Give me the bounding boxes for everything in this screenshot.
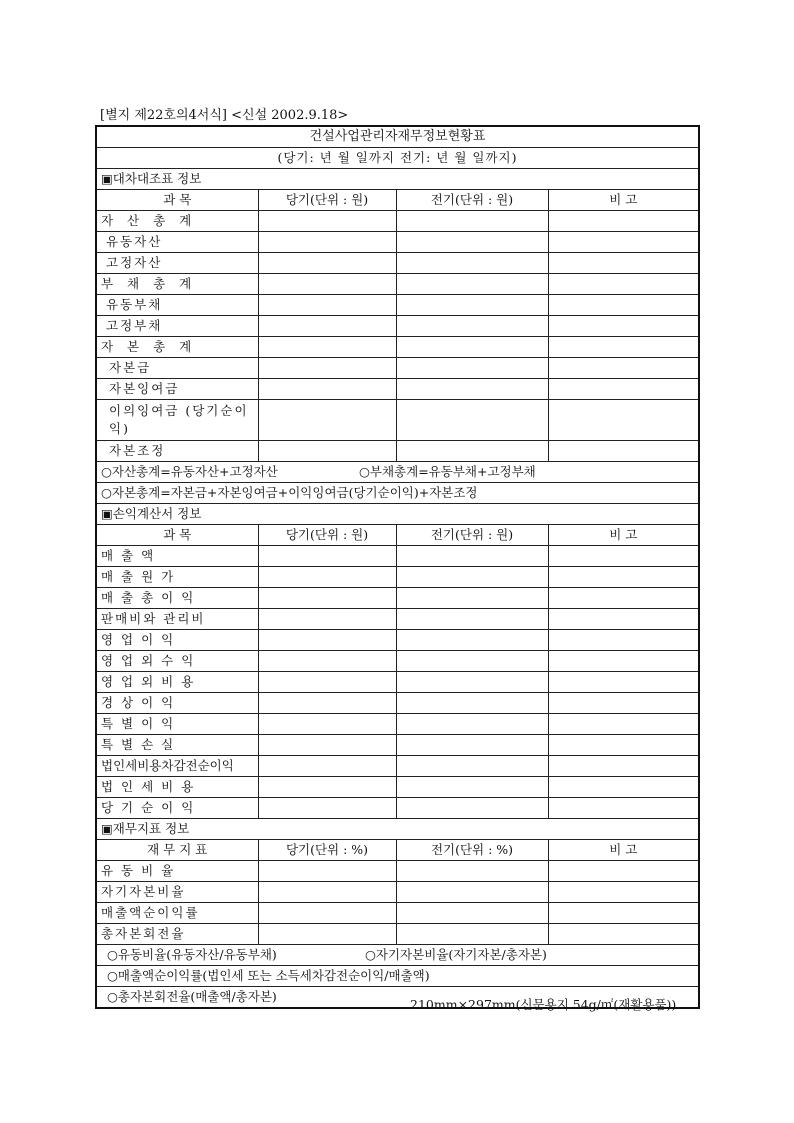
previous-value-cell[interactable] — [396, 400, 548, 441]
table-row — [96, 693, 699, 714]
row-label: 고정자산 — [96, 253, 258, 274]
previous-value-cell[interactable] — [396, 777, 548, 798]
previous-value-cell[interactable] — [396, 379, 548, 400]
paper-spec-note: 210mm×297mm(신문용지 54g/㎡(재활용품)) — [410, 997, 677, 1012]
remarks-cell[interactable] — [548, 693, 699, 714]
table-row — [96, 735, 699, 756]
current-value-cell[interactable] — [258, 211, 396, 232]
current-value-cell[interactable] — [258, 924, 396, 945]
remarks-cell[interactable] — [548, 735, 699, 756]
row-label: 법 인 세 비 용 — [96, 777, 258, 798]
col-header-previous: 전기(단위 : %) — [396, 840, 548, 861]
current-value-cell[interactable] — [258, 756, 396, 777]
row-label: 영 업 외 비 용 — [96, 672, 258, 693]
table-row — [96, 630, 699, 651]
remarks-cell[interactable] — [548, 316, 699, 337]
remarks-cell[interactable] — [548, 274, 699, 295]
current-value-cell[interactable] — [258, 777, 396, 798]
table-row — [96, 441, 699, 462]
remarks-cell[interactable] — [548, 903, 699, 924]
ratio-note-row — [96, 945, 699, 966]
previous-value-cell[interactable] — [396, 211, 548, 232]
col-header-previous: 전기(단위 : 원) — [396, 525, 548, 546]
col-header-current: 당기(단위 : 원) — [258, 525, 396, 546]
form-table — [95, 125, 700, 1009]
table-row — [96, 253, 699, 274]
table-row — [96, 861, 699, 882]
balance-note-row — [96, 462, 699, 483]
col-header-indicator: 재 무 지 표 — [96, 840, 258, 861]
col-header-current: 당기(단위 : 원) — [258, 190, 396, 211]
current-value-cell[interactable] — [258, 630, 396, 651]
previous-value-cell[interactable] — [396, 546, 548, 567]
current-value-cell[interactable] — [258, 274, 396, 295]
previous-value-cell[interactable] — [396, 714, 548, 735]
table-row — [96, 337, 699, 358]
row-label: 자본조정 — [96, 441, 258, 462]
row-label: 판매비와 관리비 — [96, 609, 258, 630]
financial-form — [95, 125, 698, 1009]
remarks-cell[interactable] — [548, 546, 699, 567]
col-header-current: 당기(단위 : %) — [258, 840, 396, 861]
section-financial-ratios: ▣재무지표 정보 — [96, 819, 699, 840]
table-row — [96, 400, 699, 441]
row-label: 자 산 총 계 — [96, 211, 258, 232]
formula-note: ○매출액순이익률(법인세 또는 소득세차감전순이익/매출액) — [96, 966, 699, 987]
table-row — [96, 358, 699, 379]
current-value-cell[interactable] — [258, 714, 396, 735]
table-row — [96, 379, 699, 400]
remarks-cell[interactable] — [548, 232, 699, 253]
previous-value-cell[interactable] — [396, 672, 548, 693]
remarks-cell[interactable] — [548, 253, 699, 274]
table-row — [96, 903, 699, 924]
formula-note: ○자산총계=유동자산+고정자산 — [101, 464, 278, 479]
current-value-cell[interactable] — [258, 567, 396, 588]
formula-note: ○총자본회전율(매출액/총자본) — [96, 987, 699, 1009]
ratio-column-headers — [96, 840, 699, 861]
remarks-cell[interactable] — [548, 630, 699, 651]
current-value-cell[interactable] — [258, 232, 396, 253]
current-value-cell[interactable] — [258, 672, 396, 693]
previous-value-cell[interactable] — [396, 861, 548, 882]
row-label: 자본잉여금 — [96, 379, 258, 400]
form-title: 건설사업관리자재무정보현황표 — [96, 126, 699, 148]
table-row — [96, 295, 699, 316]
previous-value-cell[interactable] — [396, 924, 548, 945]
current-value-cell[interactable] — [258, 693, 396, 714]
income-column-headers — [96, 525, 699, 546]
row-label: 총자본회전율 — [96, 924, 258, 945]
current-value-cell[interactable] — [258, 735, 396, 756]
table-row — [96, 546, 699, 567]
remarks-cell[interactable] — [548, 672, 699, 693]
remarks-cell[interactable] — [548, 777, 699, 798]
formula-note: ○부채총계=유동부채+고정부채 — [359, 464, 536, 479]
current-value-cell[interactable] — [258, 400, 396, 441]
row-label: 특 별 손 실 — [96, 735, 258, 756]
current-value-cell[interactable] — [258, 651, 396, 672]
table-row — [96, 609, 699, 630]
table-row — [96, 211, 699, 232]
table-row — [96, 232, 699, 253]
formula-note: ○자기자본비율(자기자본/총자본) — [365, 947, 547, 962]
remarks-cell[interactable] — [548, 211, 699, 232]
current-value-cell[interactable] — [258, 903, 396, 924]
current-value-cell[interactable] — [258, 358, 396, 379]
current-value-cell[interactable] — [258, 441, 396, 462]
balance-note-row — [96, 483, 699, 504]
table-row — [96, 882, 699, 903]
row-label: 유동부채 — [96, 295, 258, 316]
row-label: 이의잉여금 (당기순이익) — [96, 400, 258, 441]
row-label: 매 출 총 이 익 — [96, 588, 258, 609]
remarks-cell[interactable] — [548, 379, 699, 400]
row-label: 특 별 이 익 — [96, 714, 258, 735]
current-value-cell[interactable] — [258, 379, 396, 400]
current-value-cell[interactable] — [258, 609, 396, 630]
previous-value-cell[interactable] — [396, 756, 548, 777]
previous-value-cell[interactable] — [396, 693, 548, 714]
previous-value-cell[interactable] — [396, 630, 548, 651]
current-value-cell[interactable] — [258, 295, 396, 316]
previous-value-cell[interactable] — [396, 882, 548, 903]
row-label: 부 채 총 계 — [96, 274, 258, 295]
previous-value-cell[interactable] — [396, 274, 548, 295]
table-row — [96, 274, 699, 295]
previous-value-cell[interactable] — [396, 358, 548, 379]
remarks-cell[interactable] — [548, 861, 699, 882]
previous-value-cell[interactable] — [396, 441, 548, 462]
current-value-cell[interactable] — [258, 798, 396, 819]
remarks-cell[interactable] — [548, 337, 699, 358]
row-label: 영 업 이 익 — [96, 630, 258, 651]
row-label: 유동자산 — [96, 232, 258, 253]
row-label: 매 출 액 — [96, 546, 258, 567]
formula-note: ○유동비율(유동자산/유동부채) — [107, 947, 277, 962]
table-row — [96, 567, 699, 588]
previous-value-cell[interactable] — [396, 735, 548, 756]
previous-value-cell[interactable] — [396, 232, 548, 253]
current-value-cell[interactable] — [258, 316, 396, 337]
row-label: 자기자본비율 — [96, 882, 258, 903]
table-row — [96, 651, 699, 672]
row-label: 유 동 비 율 — [96, 861, 258, 882]
table-row — [96, 798, 699, 819]
previous-value-cell[interactable] — [396, 651, 548, 672]
row-label: 당 기 순 이 익 — [96, 798, 258, 819]
current-value-cell[interactable] — [258, 253, 396, 274]
previous-value-cell[interactable] — [396, 903, 548, 924]
table-row — [96, 756, 699, 777]
remarks-cell[interactable] — [548, 588, 699, 609]
previous-value-cell[interactable] — [396, 798, 548, 819]
current-value-cell[interactable] — [258, 861, 396, 882]
previous-value-cell[interactable] — [396, 588, 548, 609]
row-label: 법인세비용차감전순이익 — [96, 756, 258, 777]
remarks-cell[interactable] — [548, 882, 699, 903]
row-label: 매출액순이익률 — [96, 903, 258, 924]
current-value-cell[interactable] — [258, 882, 396, 903]
previous-value-cell[interactable] — [396, 253, 548, 274]
row-label: 영 업 외 수 익 — [96, 651, 258, 672]
remarks-cell[interactable] — [548, 441, 699, 462]
table-row — [96, 588, 699, 609]
remarks-cell[interactable] — [548, 295, 699, 316]
row-label: 경 상 이 익 — [96, 693, 258, 714]
col-header-remarks: 비 고 — [548, 190, 699, 211]
remarks-cell[interactable] — [548, 798, 699, 819]
table-row — [96, 714, 699, 735]
balance-column-headers — [96, 190, 699, 211]
col-header-remarks: 비 고 — [548, 840, 699, 861]
previous-value-cell[interactable] — [396, 567, 548, 588]
remarks-cell[interactable] — [548, 400, 699, 441]
remarks-cell[interactable] — [548, 924, 699, 945]
previous-value-cell[interactable] — [396, 316, 548, 337]
table-row — [96, 924, 699, 945]
period-line: (당기: 년 월 일까지 전기: 년 월 일까지) — [96, 148, 699, 169]
previous-value-cell[interactable] — [396, 337, 548, 358]
form-number-note: [별지 제22호의4서식] <신설 2002.9.18> — [100, 108, 349, 123]
row-label: 자 본 총 계 — [96, 337, 258, 358]
remarks-cell[interactable] — [548, 609, 699, 630]
table-row — [96, 672, 699, 693]
section-balance-sheet: ▣대차대조표 정보 — [96, 169, 699, 190]
col-header-remarks: 비 고 — [548, 525, 699, 546]
ratio-note-row — [96, 966, 699, 987]
formula-note: ○자본총계=자본금+자본잉여금+이익잉여금(당기순이익)+자본조정 — [96, 483, 699, 504]
remarks-cell[interactable] — [548, 358, 699, 379]
col-header-previous: 전기(단위 : 원) — [396, 190, 548, 211]
row-label: 고정부채 — [96, 316, 258, 337]
table-row — [96, 316, 699, 337]
remarks-cell[interactable] — [548, 756, 699, 777]
section-income-statement: ▣손익계산서 정보 — [96, 504, 699, 525]
current-value-cell[interactable] — [258, 546, 396, 567]
remarks-cell[interactable] — [548, 714, 699, 735]
current-value-cell[interactable] — [258, 337, 396, 358]
remarks-cell[interactable] — [548, 567, 699, 588]
row-label: 매 출 원 가 — [96, 567, 258, 588]
col-header-subject: 과 목 — [96, 190, 258, 211]
previous-value-cell[interactable] — [396, 295, 548, 316]
current-value-cell[interactable] — [258, 588, 396, 609]
col-header-subject: 과 목 — [96, 525, 258, 546]
previous-value-cell[interactable] — [396, 609, 548, 630]
row-label: 자본금 — [96, 358, 258, 379]
remarks-cell[interactable] — [548, 651, 699, 672]
table-row — [96, 777, 699, 798]
